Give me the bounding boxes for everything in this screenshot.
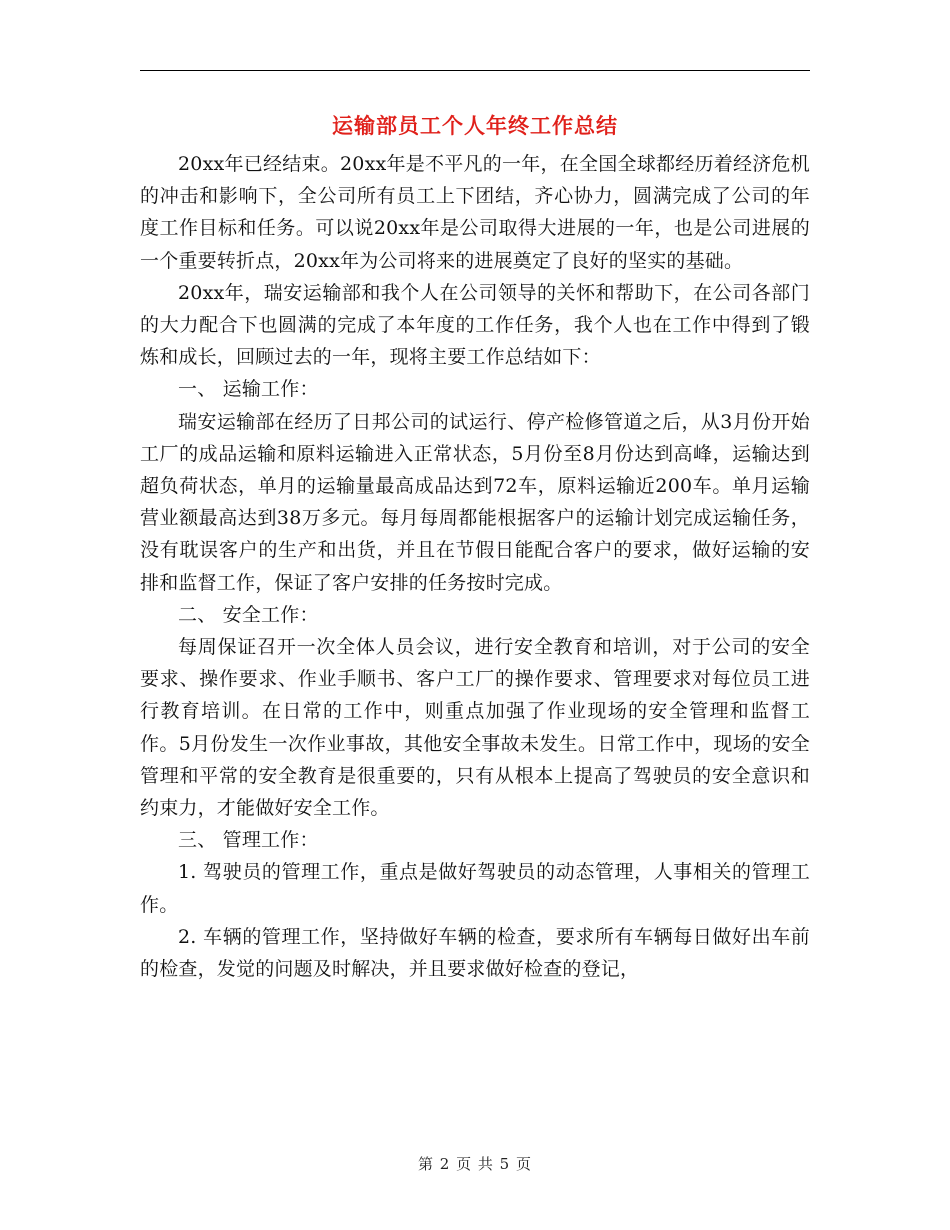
paragraph-safety: 每周保证召开一次全体人员会议，进行安全教育和培训，对于公司的安全要求、操作要求、作业手顺书、客户工厂的操作要求、管理要求对每位员工进行教育培训。在日常的工作中，则重点加强了作业现场的安全管理和监督工作。5月份发生一次作业事故，其他安全事故未发生。日常工作中，现场的安全管理和平常的安全教育是很重要的，只有从根本上提高了驾驶员的安全意识和约束力，才能做好安全工作。 <box>140 636 810 820</box>
section-heading-management: 三、 管理工作： <box>178 829 319 852</box>
section-heading-transport: 一、 运输工作： <box>178 378 319 401</box>
page-number: 第 2 页 共 5 页 <box>418 1155 532 1173</box>
document-body <box>140 148 810 985</box>
paragraph-transport: 瑞安运输部在经历了日邦公司的试运行、停产检修管道之后，从3月份开始工厂的成品运输和原料运输进入正常状态，5月份至8月份达到高峰，运输达到超负荷状态，单月的运输量最高成品达到72车，原料运输近200车。单月运输营业额最高达到38万多元。每月每周都能根据客户的运输计划完成运输任务，没有耽误客户的生产和出货，并且在节假日能配合客户的要求，做好运输的安排和监督工作，保证了客户安排的任务按时完成。 <box>140 410 810 594</box>
document-title: 运输部员工个人年终工作总结 <box>332 113 618 138</box>
paragraph-intro: 20xx年已经结束。20xx年是不平凡的一年，在全国全球都经历着经济危机的冲击和影响下，全公司所有员工上下团结，齐心协力，圆满完成了公司的年度工作目标和任务。可以说20xx年是公司取得大进展的一年，也是公司进展的一个重要转折点，20xx年为公司将来的进展奠定了良好的坚实的基础。 <box>140 153 810 272</box>
section-heading-safety: 二、 安全工作： <box>178 603 319 626</box>
paragraph-vehicle-management: 2. 车辆的管理工作，坚持做好车辆的检查，要求所有车辆每日做好出车前的检查，发觉的问题及时解决，并且要求做好检查的登记， <box>140 925 810 981</box>
paragraph-driver-management: 1. 驾驶员的管理工作，重点是做好驾驶员的动态管理，人事相关的管理工作。 <box>140 861 810 916</box>
header-rule <box>140 70 810 71</box>
paragraph-overview: 20xx年，瑞安运输部和我个人在公司领导的关怀和帮助下，在公司各部门的大力配合下也圆满的完成了本年度的工作任务，我个人也在工作中得到了锻炼和成长，回顾过去的一年，现将主要工作总结如下： <box>140 281 810 369</box>
